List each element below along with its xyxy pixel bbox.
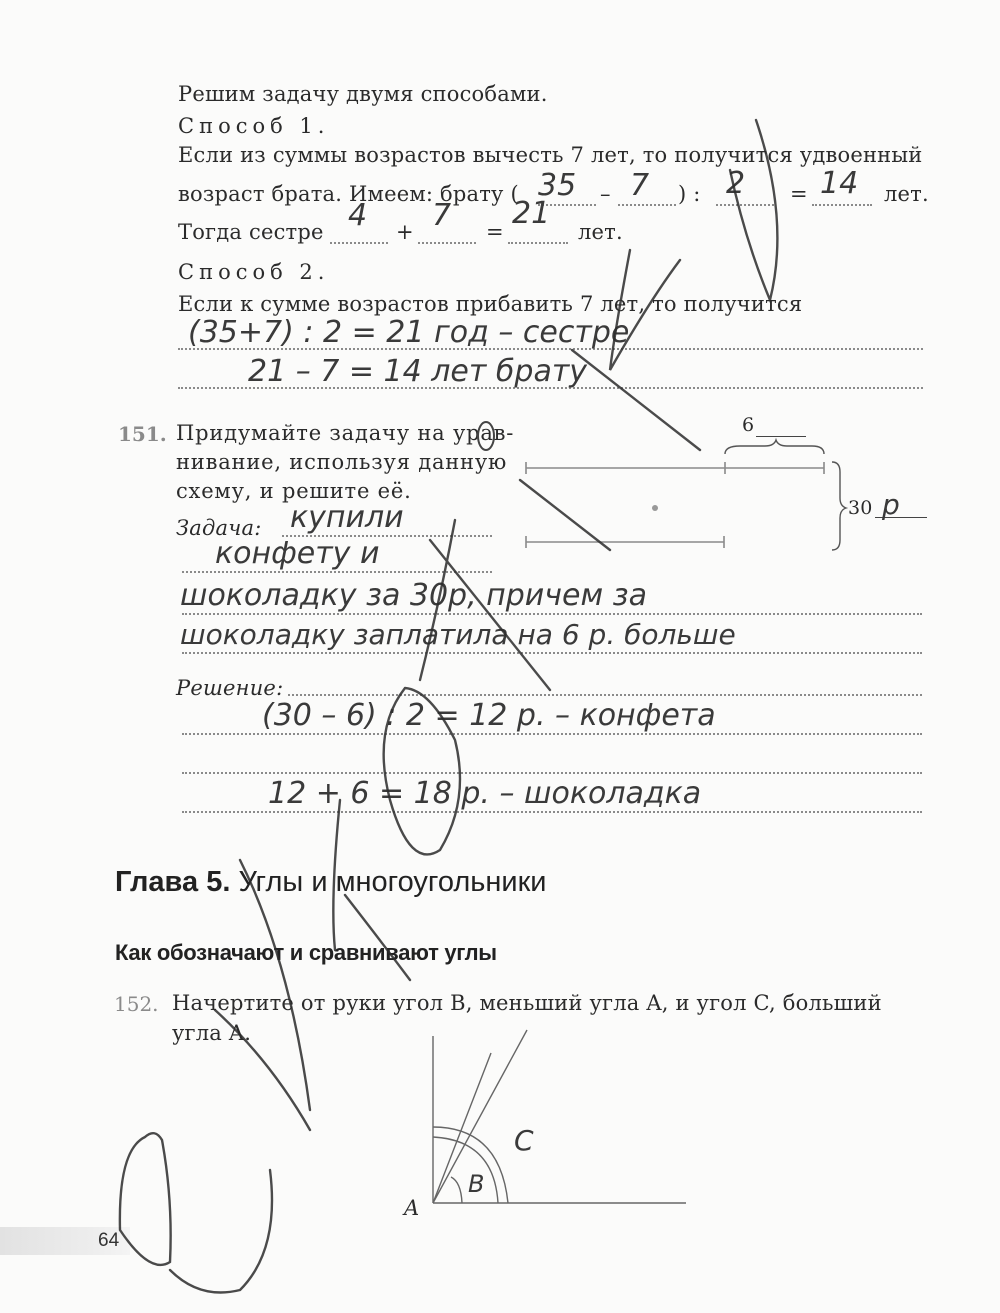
- problem-hand-3: шоколадку за 30р, причем за: [180, 578, 647, 613]
- method2-line1: Если к сумме возрастов прибавить 7 лет, то получится: [178, 292, 803, 316]
- answer-minus: 7: [630, 168, 650, 203]
- problem-hand-2: конфету и: [215, 536, 380, 571]
- problem-label: Задача:: [176, 516, 262, 540]
- answer-sister-b: 7: [432, 198, 452, 233]
- answer-brother: 14: [820, 166, 859, 201]
- answer-divisor: 2: [726, 166, 746, 201]
- pen-circle-mark: [478, 422, 494, 450]
- problem-hand-1: купили: [290, 500, 404, 535]
- scheme-dot: [652, 505, 658, 511]
- equalization-scheme: [526, 440, 846, 550]
- method2-hand-2: 21 – 7 = 14 лет брату: [248, 354, 588, 389]
- method2-hand-1: (35+7) : 2 = 21 год – сестре: [188, 315, 630, 350]
- task152-line2: угла A.: [172, 1021, 252, 1045]
- answer-sister: 21: [512, 196, 551, 231]
- task152-number: 152.: [114, 992, 159, 1016]
- angle-label-c: C: [514, 1124, 534, 1157]
- method1-line3-prefix: Тогда сестре: [178, 220, 324, 244]
- page-number: 64: [98, 1230, 120, 1251]
- method1-line1: Если из суммы возрастов вычесть 7 лет, то получится удвоенный: [178, 143, 923, 167]
- method1-minus: –: [600, 182, 611, 206]
- answer-sister-a: 4: [348, 198, 368, 233]
- method1-close: ) :: [678, 182, 701, 206]
- scheme-label-30: 30: [848, 497, 873, 519]
- answer-sum: 35: [538, 168, 577, 203]
- method1-plus: +: [396, 220, 414, 244]
- method2-title: Способ 2.: [178, 260, 330, 284]
- problem-hand-4: шоколадку заплатила на 6 р. больше: [180, 618, 736, 651]
- angle-label-b: B: [468, 1170, 485, 1198]
- method1-title: Способ 1.: [178, 114, 330, 138]
- pen-scrawl: [120, 120, 778, 1293]
- method1-unit: лет.: [884, 182, 929, 206]
- section-title: Как обозначают и сравнивают углы: [115, 940, 497, 965]
- task151-text-2: нивание, используя данную: [176, 450, 508, 474]
- angle-figure: [433, 1030, 686, 1203]
- solution-hand-2: 12 + 6 = 18 р. – шоколадка: [268, 776, 702, 811]
- method1-eq: =: [790, 182, 808, 206]
- method1-eq2: =: [486, 220, 504, 244]
- task150-intro: Решим задачу двумя способами.: [178, 82, 548, 106]
- task151-text-3: схему, и решите её.: [176, 479, 412, 503]
- chapter-title: Углы и многоугольники: [238, 866, 547, 898]
- scheme-hand-r: р: [882, 488, 900, 521]
- angle-vertex-label: A: [404, 1196, 420, 1220]
- chapter-number: 5.: [206, 866, 231, 898]
- scheme-label-6: 6: [742, 414, 755, 436]
- chapter-label: Глава: [115, 866, 199, 898]
- task151-number: 151.: [118, 422, 167, 446]
- method1-line2-prefix: возраст брата. Имеем: брату (: [178, 182, 519, 206]
- method1-unit2: лет.: [578, 220, 623, 244]
- task152-line1: Начертите от руки угол B, меньший угла A, и угол C, больший: [172, 991, 882, 1015]
- task151-text-1: Придумайте задачу на урав-: [176, 421, 515, 445]
- solution-label: Решение:: [176, 676, 284, 700]
- solution-hand-1: (30 – 6) : 2 = 12 р. – конфета: [262, 698, 716, 733]
